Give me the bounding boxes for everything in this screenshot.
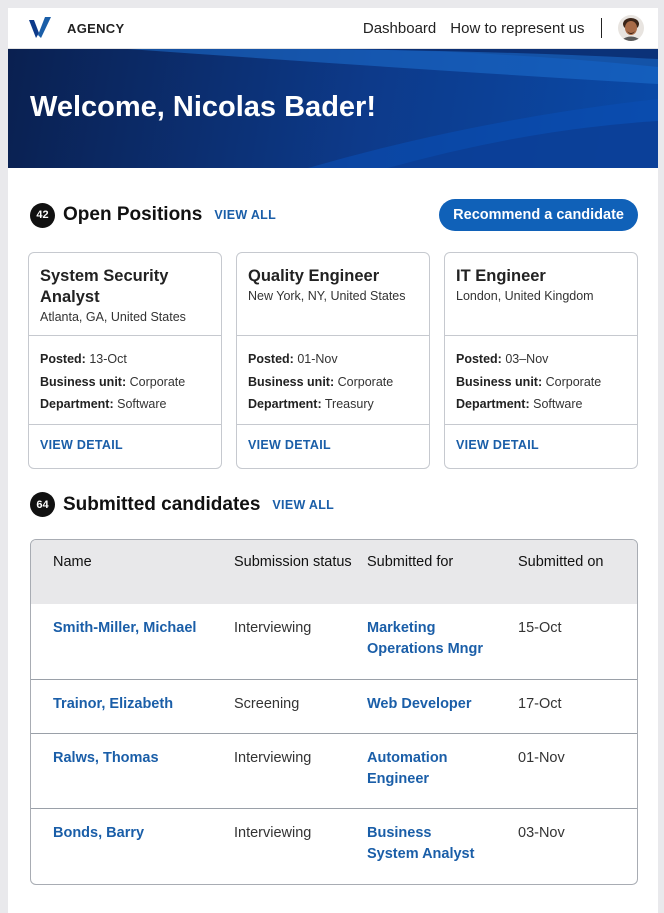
submission-status: Screening xyxy=(234,695,300,712)
submitted-for-link[interactable]: Marketing Operations Mngr xyxy=(367,620,484,657)
table-row xyxy=(31,808,637,884)
submission-status: Interviewing xyxy=(234,620,312,636)
submitted-count: 64 xyxy=(30,492,55,517)
avatar[interactable] xyxy=(618,15,644,41)
nav-dashboard-link[interactable]: Dashboard xyxy=(362,19,437,37)
submitted-for-link[interactable]: Automation Engineer xyxy=(367,749,448,787)
posted-label: Posted: xyxy=(456,352,502,366)
open-positions-section xyxy=(30,199,638,469)
department-label: Department: xyxy=(248,397,322,411)
submitted-header xyxy=(30,492,638,517)
submitted-for-link[interactable]: Business System Analyst xyxy=(367,824,475,862)
position-title: Quality Engineer xyxy=(248,267,380,285)
department-value: Treasury xyxy=(324,397,374,411)
position-location: London, United Kingdom xyxy=(456,289,594,303)
open-positions-title: Open Positions xyxy=(63,204,203,225)
submitted-for-link[interactable]: Web Developer xyxy=(367,695,472,712)
table-row xyxy=(31,733,637,808)
logo-icon[interactable] xyxy=(28,16,52,40)
position-card xyxy=(236,252,430,469)
submitted-on: 15-Oct xyxy=(518,620,562,636)
department-value: Software xyxy=(533,397,583,411)
position-location: Atlanta, GA, United States xyxy=(40,310,186,324)
posted-label: Posted: xyxy=(248,352,294,366)
candidate-name-link[interactable]: Trainor, Elizabeth xyxy=(53,695,174,712)
open-positions-view-all[interactable]: VIEW ALL xyxy=(214,208,277,222)
view-detail-link[interactable]: VIEW DETAIL xyxy=(456,438,539,452)
candidates-table xyxy=(30,539,638,885)
posted-label: Posted: xyxy=(40,352,86,366)
position-title: IT Engineer xyxy=(456,267,546,285)
business-unit-value: Corporate xyxy=(129,374,186,389)
recommend-candidate-button[interactable]: Recommend a candidate xyxy=(439,199,638,231)
column-header-name[interactable]: Name xyxy=(53,554,92,570)
submitted-on: 17-Oct xyxy=(518,695,562,712)
open-positions-header xyxy=(30,199,638,231)
candidate-name-link[interactable]: Bonds, Barry xyxy=(53,824,145,841)
view-detail-link[interactable]: VIEW DETAIL xyxy=(40,438,123,452)
position-card xyxy=(444,252,638,469)
submission-status: Interviewing xyxy=(234,749,312,766)
nav-represent-link[interactable]: How to represent us xyxy=(450,19,585,37)
position-location: New York, NY, United States xyxy=(248,289,406,303)
submission-status: Interviewing xyxy=(234,824,312,841)
business-unit-value: Corporate xyxy=(337,374,394,389)
posted-value: 03–Nov xyxy=(505,352,549,366)
position-cards xyxy=(28,252,638,469)
position-card xyxy=(28,252,222,469)
business-unit-value: Corporate xyxy=(545,374,602,389)
column-header-submitted-on[interactable]: Submitted on xyxy=(518,554,604,570)
business-unit-label: Business unit: xyxy=(456,374,543,389)
nav-divider xyxy=(601,18,603,38)
department-value: Software xyxy=(117,397,167,411)
table-header-row xyxy=(31,540,637,604)
table-row xyxy=(31,604,637,679)
app-frame xyxy=(8,8,658,913)
column-header-submitted-for[interactable]: Submitted for xyxy=(367,554,454,570)
submitted-on: 03-Nov xyxy=(518,824,565,841)
business-unit-label: Business unit: xyxy=(248,374,335,389)
position-title: System Security Analyst xyxy=(40,267,169,306)
candidate-name-link[interactable]: Ralws, Thomas xyxy=(53,749,159,766)
brand-name: AGENCY xyxy=(67,20,125,36)
nav-links xyxy=(349,15,644,41)
table-row xyxy=(31,679,637,733)
submitted-title: Submitted candidates xyxy=(63,493,261,515)
view-detail-link[interactable]: VIEW DETAIL xyxy=(248,438,331,452)
top-nav xyxy=(8,8,658,49)
posted-value: 01-Nov xyxy=(297,352,338,366)
submitted-candidates-section xyxy=(30,492,638,885)
welcome-heading: Welcome, Nicolas Bader! xyxy=(30,91,376,123)
column-header-status[interactable]: Submission status xyxy=(234,554,352,570)
open-positions-count: 42 xyxy=(30,203,55,228)
submitted-on: 01-Nov xyxy=(518,749,565,766)
submitted-view-all[interactable]: VIEW ALL xyxy=(272,497,335,512)
posted-value: 13-Oct xyxy=(89,352,127,366)
department-label: Department: xyxy=(456,397,530,411)
welcome-banner xyxy=(8,49,658,168)
candidate-name-link[interactable]: Smith-Miller, Michael xyxy=(53,620,197,636)
department-label: Department: xyxy=(40,397,114,411)
business-unit-label: Business unit: xyxy=(40,374,127,389)
